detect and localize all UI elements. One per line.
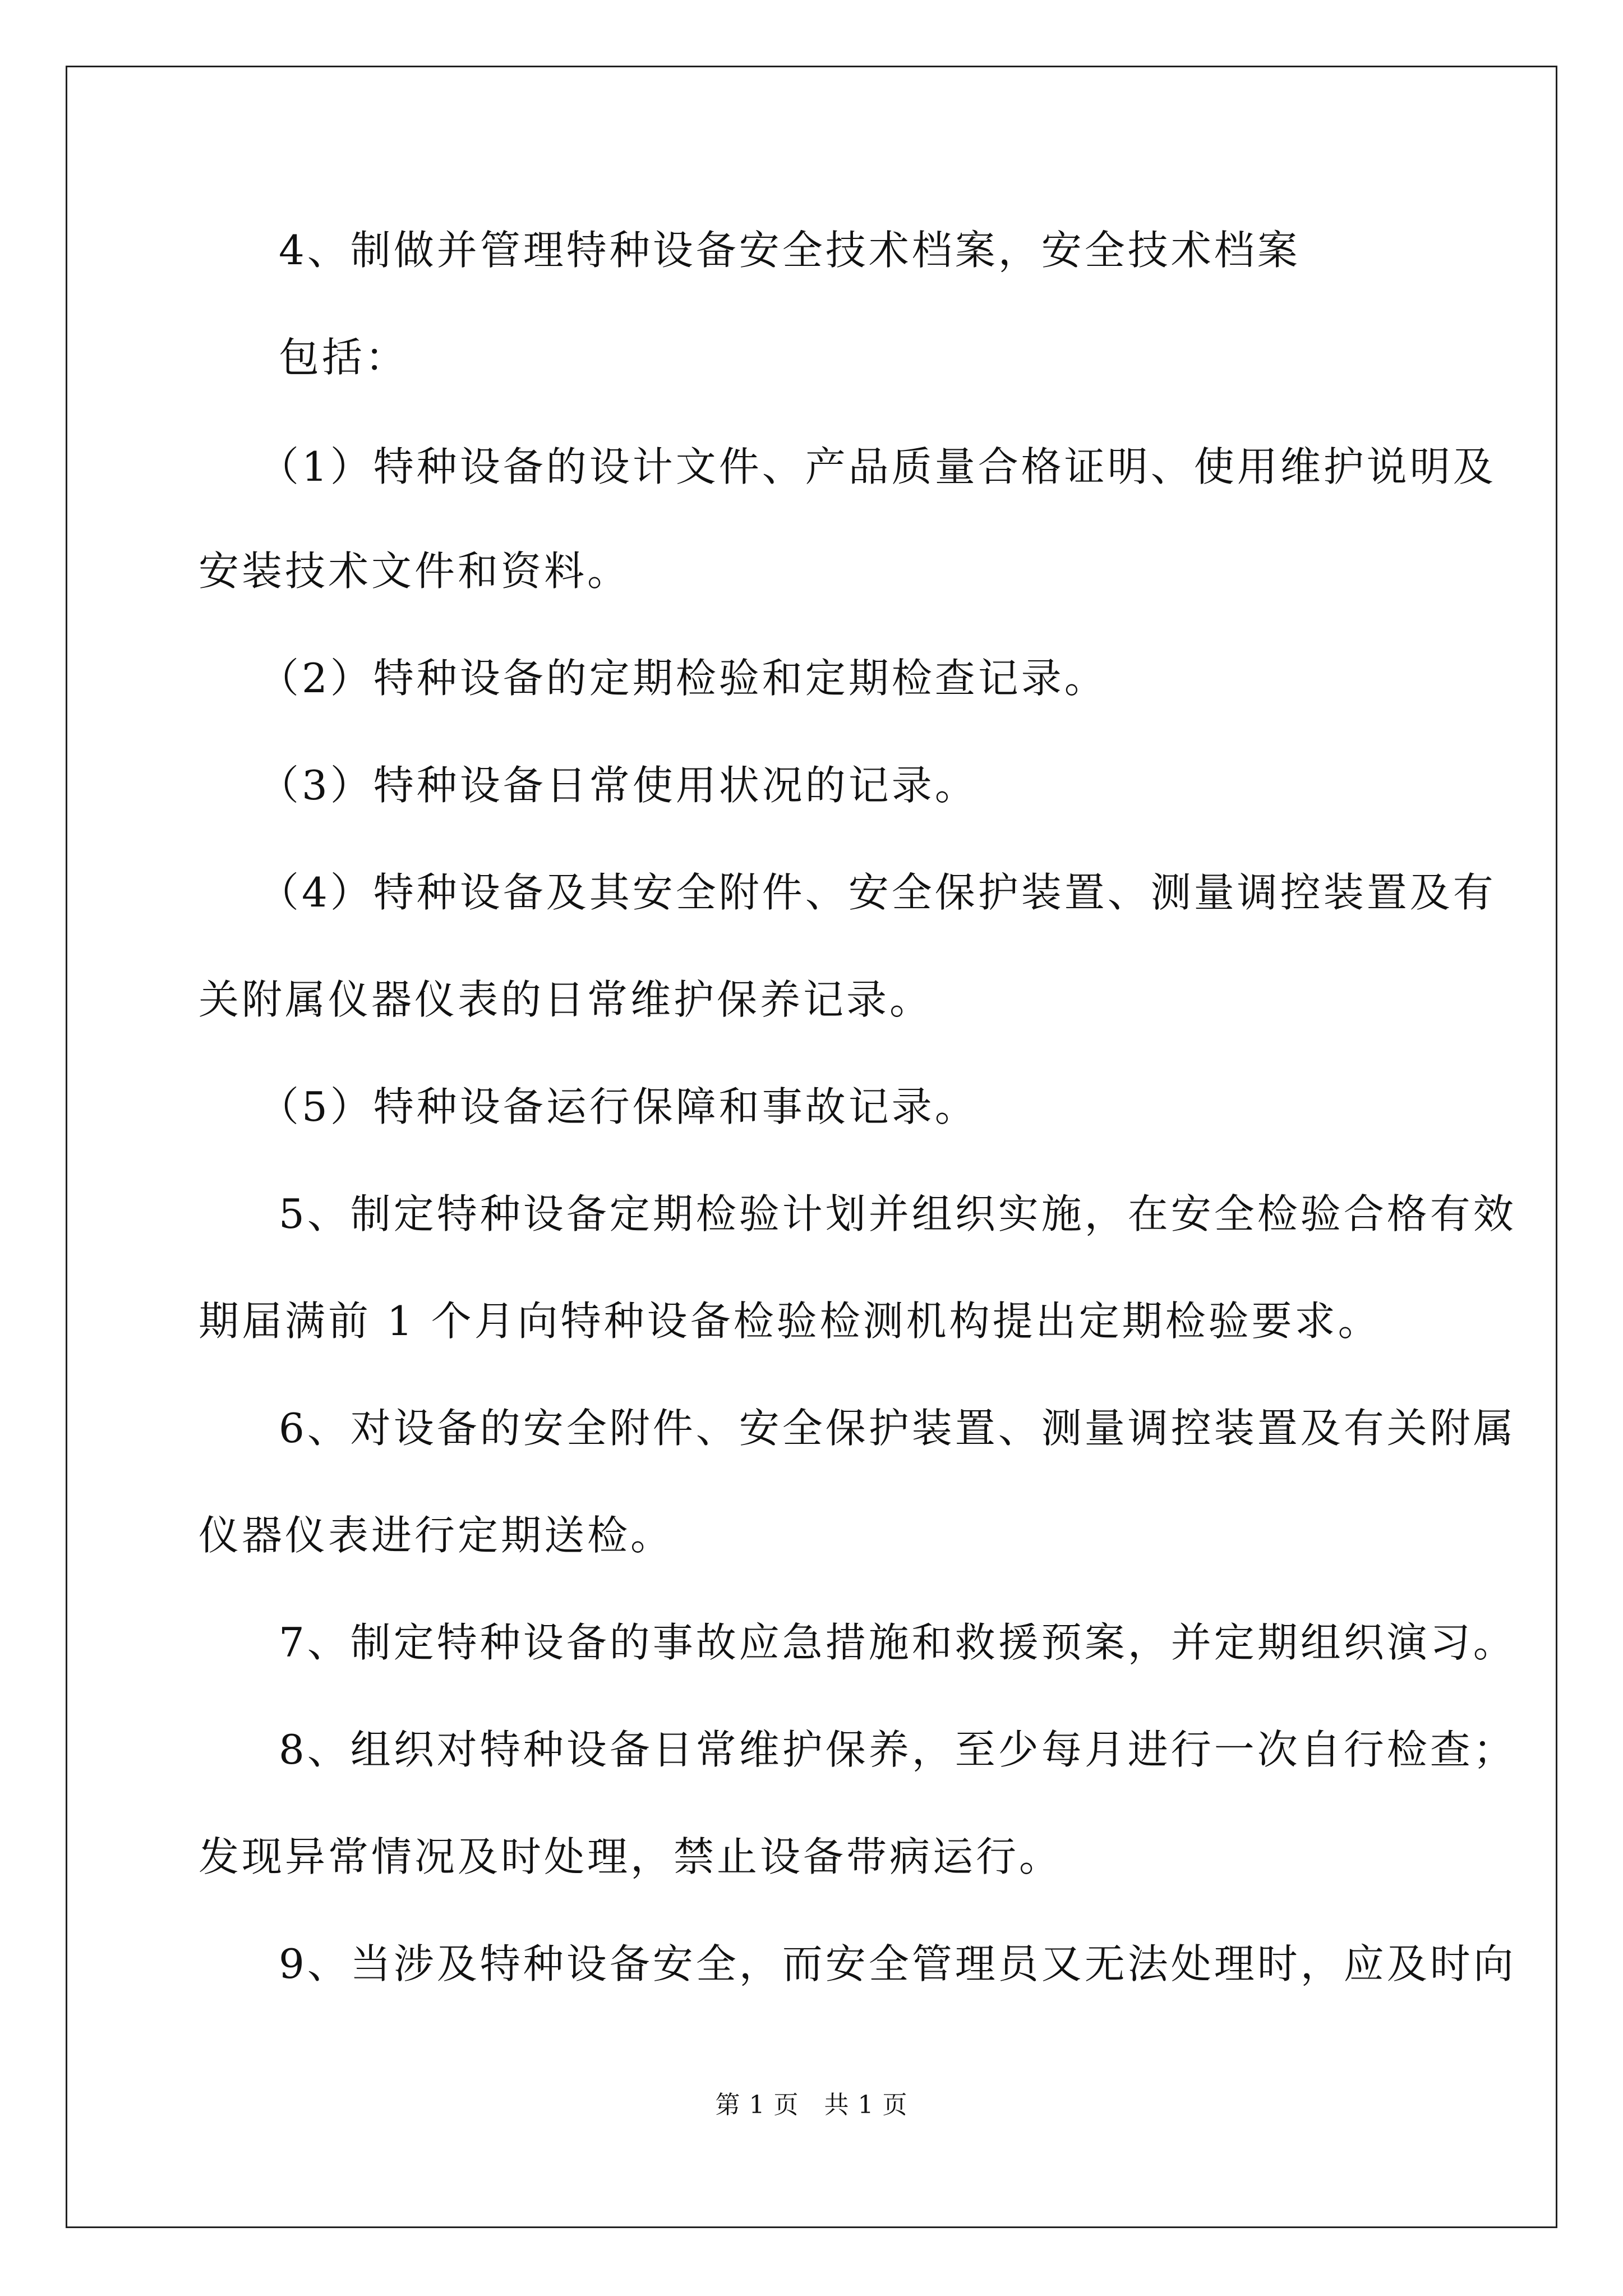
text-line: （2）特种设备的定期检验和定期检查记录。 bbox=[259, 655, 1108, 702]
text-line: 发现异常情况及时处理，禁止设备带病运行。 bbox=[199, 1833, 1063, 1880]
text-line: 期届满前 1 个月向特种设备检验检测机构提出定期检验要求。 bbox=[199, 1297, 1381, 1345]
text-line: 4、制做并管理特种设备安全技术档案，安全技术档案 bbox=[279, 227, 1301, 274]
page-number: 第 1 页 共 1 页 bbox=[715, 2091, 908, 2119]
page-border bbox=[66, 66, 1557, 2228]
text-line: 关附属仪器仪表的日常维护保养记录。 bbox=[199, 976, 933, 1023]
text-line: 仪器仪表进行定期送检。 bbox=[199, 1512, 674, 1559]
text-line: 9、当涉及特种设备安全，而安全管理员又无法处理时，应及时向 bbox=[279, 1940, 1516, 1987]
text-line: 6、对设备的安全附件、安全保护装置、测量调控装置及有关附属 bbox=[279, 1405, 1516, 1452]
text-line: 安装技术文件和资料。 bbox=[199, 547, 631, 595]
text-line: 包括： bbox=[279, 334, 409, 381]
text-line: 8、组织对特种设备日常维护保养，至少每月进行一次自行检查； bbox=[279, 1726, 1516, 1773]
text-line: （4）特种设备及其安全附件、安全保护装置、测量调控装置及有 bbox=[259, 869, 1496, 916]
text-line: （3）特种设备日常使用状况的记录。 bbox=[259, 762, 978, 809]
text-line: （1）特种设备的设计文件、产品质量合格证明、使用维护说明及 bbox=[259, 443, 1496, 490]
text-line: （5）特种设备运行保障和事故记录。 bbox=[259, 1083, 978, 1130]
text-line: 7、制定特种设备的事故应急措施和救援预案，并定期组织演习。 bbox=[279, 1619, 1516, 1666]
text-line: 5、制定特种设备定期检验计划并组织实施，在安全检验合格有效 bbox=[279, 1190, 1516, 1237]
